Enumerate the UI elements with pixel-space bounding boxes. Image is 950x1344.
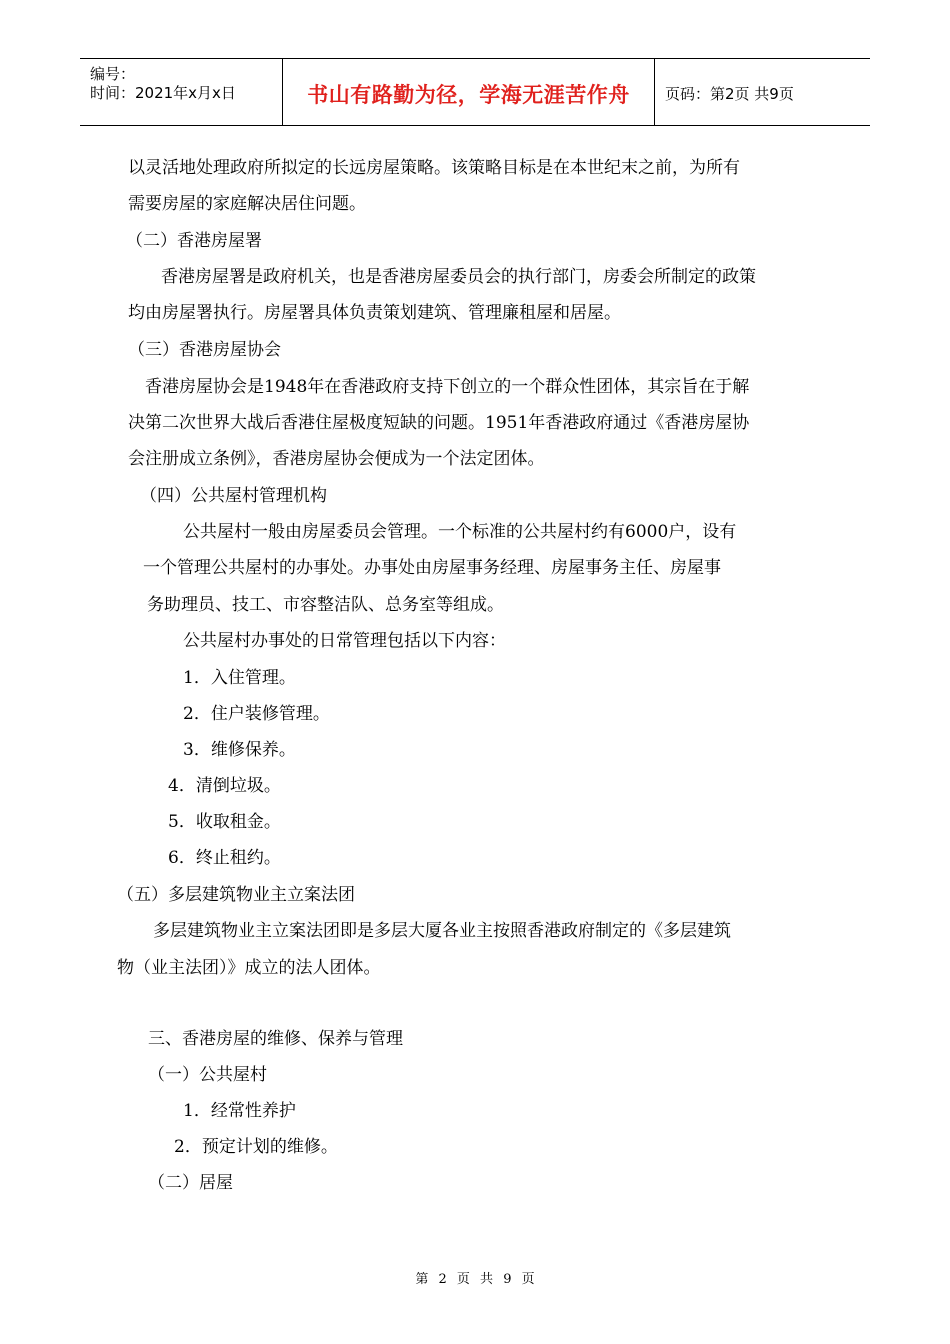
motto-text: 书山有路勤为径，学海无涯苦作舟 xyxy=(307,83,630,107)
page-code: 页码：第2页 共9页 xyxy=(665,85,794,103)
serial-number-label: 编号： xyxy=(90,65,136,83)
time-label: 时间：2021年x月x日 xyxy=(90,84,236,102)
list-item: 2．住户装修管理。 xyxy=(183,704,330,724)
list-item: 6．终止租约。 xyxy=(168,848,281,868)
body-line: 公共屋村一般由房屋委员会管理。一个标准的公共屋村约有6000户，设有 xyxy=(183,522,737,542)
document-header xyxy=(80,58,870,126)
section-heading: （四）公共屋村管理机构 xyxy=(140,486,327,506)
body-line: 公共屋村办事处的日常管理包括以下内容： xyxy=(183,631,506,651)
body-line: 一个管理公共屋村的办事处。办事处由房屋事务经理、房屋事务主任、房屋事 xyxy=(143,558,721,578)
body-line: 多层建筑物业主立案法团即是多层大厦各业主按照香港政府制定的《多层建筑 xyxy=(153,921,731,941)
list-item: 2．预定计划的维修。 xyxy=(174,1137,338,1157)
header-motto-cell xyxy=(282,59,655,125)
body-line: 物（业主法团）》成立的法人团体。 xyxy=(117,958,381,978)
body-line: 务助理员、技工、市容整洁队、总务室等组成。 xyxy=(147,595,504,615)
list-item: 3．维修保养。 xyxy=(183,740,296,760)
list-item: 5．收取租金。 xyxy=(168,812,281,832)
body-line: 香港房屋协会是1948年在香港政府支持下创立的一个群众性团体，其宗旨在于解 xyxy=(145,377,750,397)
body-line: 以灵活地处理政府所拟定的长远房屋策略。该策略目标是在本世纪末之前，为所有 xyxy=(128,158,740,178)
body-line: 决第二次世界大战后香港住屋极度短缺的问题。1951年香港政府通过《香港房屋协 xyxy=(128,413,750,433)
section-heading: （二）居屋 xyxy=(148,1173,233,1193)
body-line: 需要房屋的家庭解决居住问题。 xyxy=(128,194,366,214)
list-item: 4．清倒垃圾。 xyxy=(168,776,281,796)
section-heading: （二）香港房屋署 xyxy=(126,231,262,251)
body-line: 均由房屋署执行。房屋署具体负责策划建筑、管理廉租屋和居屋。 xyxy=(128,303,621,323)
list-item: 1．入住管理。 xyxy=(183,668,296,688)
chapter-heading: 三、香港房屋的维修、保养与管理 xyxy=(148,1029,403,1049)
body-line: 香港房屋署是政府机关，也是香港房屋委员会的执行部门，房委会所制定的政策 xyxy=(161,267,756,287)
header-info-cell xyxy=(80,59,282,125)
header-page-cell xyxy=(655,59,870,125)
section-heading: （三）香港房屋协会 xyxy=(128,340,281,360)
list-item: 1．经常性养护 xyxy=(183,1101,296,1121)
body-line: 会注册成立条例》，香港房屋协会便成为一个法定团体。 xyxy=(128,449,545,469)
page-footer: 第 2 页 共 9 页 xyxy=(415,1272,535,1287)
section-heading: （五）多层建筑物业主立案法团 xyxy=(117,885,355,905)
section-heading: （一）公共屋村 xyxy=(148,1065,267,1085)
